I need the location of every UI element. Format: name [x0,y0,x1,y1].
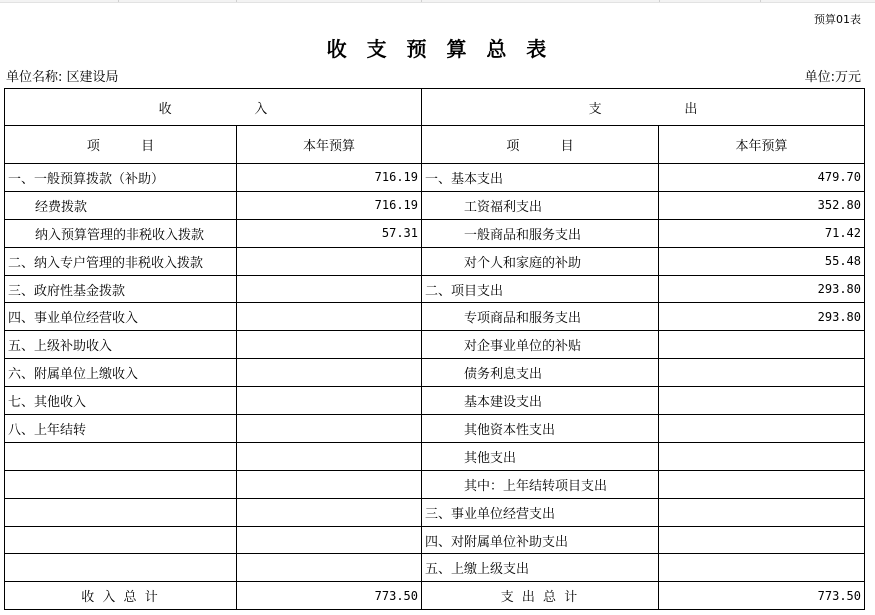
income-item-cell[interactable] [5,526,237,554]
income-budget-header[interactable]: 本年预算 [237,126,422,164]
income-item-header[interactable]: 项 目 [5,126,237,164]
spreadsheet-top-strip [0,0,875,3]
expense-item-cell[interactable]: 对个人和家庭的补助 [422,247,659,275]
income-value-cell[interactable] [237,359,422,387]
income-value-cell[interactable]: 716.19 [237,164,422,192]
income-value-cell[interactable] [237,303,422,331]
column-gridline [659,0,660,2]
income-value-cell[interactable] [237,331,422,359]
expense-item-cell[interactable]: 一般商品和服务支出 [422,219,659,247]
income-value-cell[interactable] [237,387,422,415]
table-row [5,247,865,275]
column-gridline [760,0,761,2]
income-item-cell[interactable]: 五、上级补助收入 [5,331,237,359]
table-row [5,191,865,219]
expense-item-cell[interactable]: 工资福利支出 [422,191,659,219]
column-gridline [236,0,237,2]
expense-total-value[interactable]: 773.50 [659,582,865,610]
expense-item-cell[interactable]: 二、项目支出 [422,275,659,303]
expense-value-cell[interactable] [659,554,865,582]
table-row [5,164,865,192]
income-item-cell[interactable]: 八、上年结转 [5,415,237,443]
expense-value-cell[interactable] [659,359,865,387]
section-header-row [5,89,865,126]
income-item-cell[interactable]: 七、其他收入 [5,387,237,415]
expense-value-cell[interactable] [659,442,865,470]
expense-value-cell[interactable] [659,498,865,526]
income-item-cell[interactable] [5,554,237,582]
income-value-cell[interactable]: 57.31 [237,219,422,247]
table-row [5,219,865,247]
table-row [5,359,865,387]
expense-budget-header[interactable]: 本年预算 [659,126,865,164]
expense-item-cell[interactable]: 其他资本性支出 [422,415,659,443]
table-row [5,498,865,526]
income-value-cell[interactable] [237,470,422,498]
expense-item-cell[interactable]: 四、对附属单位补助支出 [422,526,659,554]
expense-value-cell[interactable]: 293.80 [659,275,865,303]
table-row [5,470,865,498]
income-item-cell[interactable]: 二、纳入专户管理的非税收入拨款 [5,247,237,275]
income-total-value[interactable]: 773.50 [237,582,422,610]
expense-item-cell[interactable]: 其中：上年结转项目支出 [422,470,659,498]
income-item-cell[interactable]: 六、附属单位上缴收入 [5,359,237,387]
expense-item-cell[interactable]: 一、基本支出 [422,164,659,192]
income-item-cell[interactable] [5,470,237,498]
table-row [5,415,865,443]
income-section-header[interactable]: 收 入 [5,89,422,126]
income-item-cell[interactable]: 经费拨款 [5,191,237,219]
expense-item-cell[interactable]: 其他支出 [422,442,659,470]
expense-item-header[interactable]: 项 目 [422,126,659,164]
expense-item-cell[interactable]: 基本建设支出 [422,387,659,415]
column-gridline [421,0,422,2]
table-row [5,275,865,303]
table-row [5,554,865,582]
expense-value-cell[interactable] [659,526,865,554]
expense-section-header[interactable]: 支 出 [422,89,865,126]
income-value-cell[interactable] [237,554,422,582]
total-row [5,582,865,610]
expense-item-cell[interactable]: 对企事业单位的补贴 [422,331,659,359]
expense-item-cell[interactable]: 债务利息支出 [422,359,659,387]
income-value-cell[interactable]: 716.19 [237,191,422,219]
table-row [5,303,865,331]
income-item-cell[interactable]: 纳入预算管理的非税收入拨款 [5,219,237,247]
expense-total-label[interactable]: 支 出 总 计 [422,582,659,610]
income-value-cell[interactable] [237,247,422,275]
form-code: 预算01表 [814,13,861,26]
income-item-cell[interactable]: 一、一般预算拨款（补助） [5,164,237,192]
income-value-cell[interactable] [237,415,422,443]
table-row [5,387,865,415]
income-value-cell[interactable] [237,498,422,526]
expense-value-cell[interactable] [659,331,865,359]
income-total-label[interactable]: 收 入 总 计 [5,582,237,610]
column-header-row [5,126,865,164]
expense-value-cell[interactable] [659,387,865,415]
expense-value-cell[interactable] [659,470,865,498]
expense-item-cell[interactable]: 三、事业单位经营支出 [422,498,659,526]
budget-summary-table [4,88,865,610]
income-value-cell[interactable] [237,442,422,470]
expense-item-cell[interactable]: 五、上缴上级支出 [422,554,659,582]
income-item-cell[interactable]: 四、事业单位经营收入 [5,303,237,331]
income-value-cell[interactable] [237,526,422,554]
expense-item-cell[interactable]: 专项商品和服务支出 [422,303,659,331]
income-value-cell[interactable] [237,275,422,303]
unit-name-label: 单位名称: 区建设局 [6,70,119,85]
page-title: 收 支 预 算 总 表 [326,37,549,61]
table-row [5,526,865,554]
table-row [5,442,865,470]
income-item-cell[interactable] [5,442,237,470]
expense-value-cell[interactable]: 71.42 [659,219,865,247]
currency-unit-label: 单位:万元 [804,70,861,85]
income-item-cell[interactable] [5,498,237,526]
expense-value-cell[interactable]: 293.80 [659,303,865,331]
expense-value-cell[interactable]: 55.48 [659,247,865,275]
table-row [5,331,865,359]
expense-value-cell[interactable] [659,415,865,443]
expense-value-cell[interactable]: 479.70 [659,164,865,192]
expense-value-cell[interactable]: 352.80 [659,191,865,219]
column-gridline [118,0,119,2]
income-item-cell[interactable]: 三、政府性基金拨款 [5,275,237,303]
